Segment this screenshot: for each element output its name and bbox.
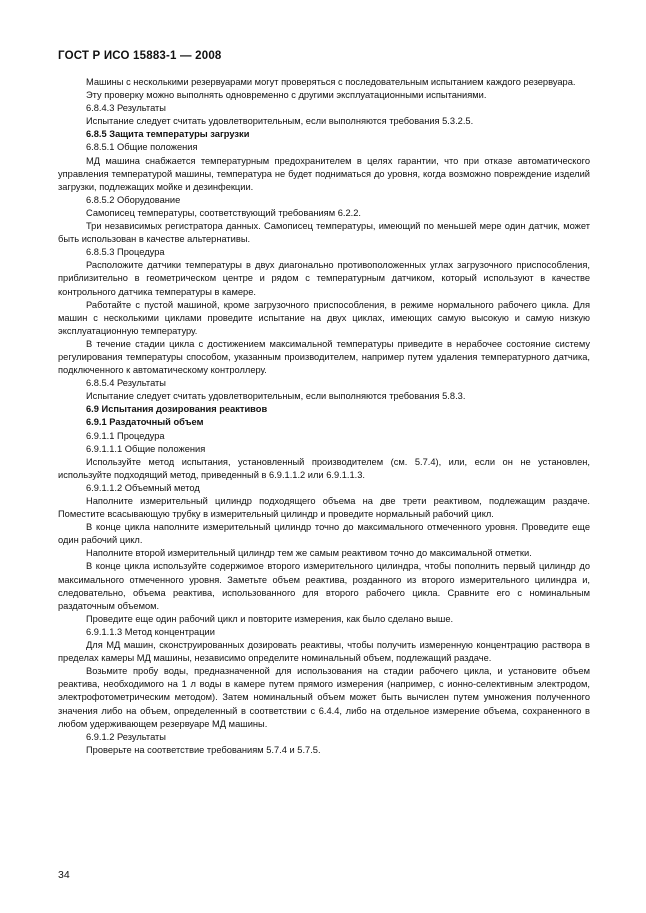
body-paragraph: Расположите датчики температуры в двух диагонально противоположенных углах загрузочного приспособления, приблизительно в геометрическом центре и рядом с температурным датчиком, который используют в качестве контрольного датчика температуры в камере. <box>58 260 590 297</box>
section-heading: 6.9 Испытания дозирования реактивов <box>86 404 268 415</box>
subsection-heading: 6.9.1.1.1 Общие положения <box>86 443 206 454</box>
subsection-heading: 6.8.5.4 Результаты <box>86 378 166 389</box>
body-paragraph: Наполните измерительный цилиндр подходящего объема на две трети реактивом, подлежащим раздаче. Поместите всасывающую трубку в измерительный цилиндр и проведите нормальный рабочий цикл. <box>58 496 590 520</box>
body-paragraph: Работайте с пустой машиной, кроме загрузочного приспособления, в режиме нормального рабочего цикла. Для машин с несколькими циклами проведите испытание на двух циклах, имеющих самую высокую и самую низкую эксплуатационную температуру. <box>58 299 590 336</box>
body-paragraph: Наполните второй измерительный цилиндр тем же самым реактивом точно до максимальной отметки. <box>86 548 532 559</box>
body-paragraph: Три независимых регистратора данных. Самописец температуры, имеющий по меньшей мере один датчик, может быть использован в качестве альтернативы. <box>58 221 590 245</box>
subsection-heading: 6.8.5.1 Общие положения <box>86 142 198 153</box>
body-paragraph: Испытание следует считать удовлетворительным, если выполняются требования 5.3.2.5. <box>86 116 474 127</box>
body-paragraph: Машины с несколькими резервуарами могут проверяться с последовательным испытанием каждого резервуара. <box>86 77 576 87</box>
document-body <box>58 76 590 757</box>
subsection-heading: 6.8.5.2 Оборудование <box>86 194 181 205</box>
body-paragraph: Испытание следует считать удовлетворительным, если выполняются требования 5.8.3. <box>86 391 466 402</box>
body-paragraph: В течение стадии цикла с достижением максимальной температуры приведите в нерабочее состояние систему регулирования температуры способом, указанным производителем, например путем удаления температурного датчика, подключенного к автоматическому контроллеру. <box>58 338 590 376</box>
body-paragraph: МД машина снабжается температурным предохранителем в целях гарантии, что при отказе автоматического управления температурой машины, температура не будет подниматься до уровня, когда возможно повреждение изделий загрузки, подлежащих мойке и дезинфекции. <box>58 155 590 192</box>
section-heading: 6.8.5 Защита температуры загрузки <box>86 129 250 140</box>
section-heading: 6.9.1 Раздаточный объем <box>86 417 204 428</box>
body-paragraph: Самописец температуры, соответствующий требованиям 6.2.2. <box>86 207 361 218</box>
body-paragraph: Проверьте на соответствие требованиям 5.7.4 и 5.7.5. <box>86 744 321 755</box>
subsection-heading: 6.8.5.3 Процедура <box>86 247 165 258</box>
subsection-heading: 6.9.1.2 Результаты <box>86 731 166 742</box>
body-paragraph: Возьмите пробу воды, предназначенной для использования на стадии рабочего цикла, и установите объем реактива, необходимого на 1 л воды в камере путем прямого измерения (например, с ионно-селективным электродом, электрофотометрическим методом). Затем номинальный объем может быть вычислен путем умножения полученного значения либо на объем, определенный в соответствии с 6.4.4, либо на отдельное измерение объема, сохраненного в любом удерживающем резервуаре МД машины. <box>58 666 590 729</box>
subsection-heading: 6.8.4.3 Результаты <box>86 103 166 114</box>
page-number: 34 <box>58 869 70 881</box>
body-paragraph: Используйте метод испытания, установленный производителем (см. 5.7.4), или, если он не установлен, используйте подходящий метод, приведенный в 6.9.1.1.2 или 6.9.1.1.3. <box>58 456 590 480</box>
body-paragraph: В конце цикла используйте содержимое второго измерительного цилиндра, чтобы пополнить первый цилиндр до максимального отмеченного уровня. Заметьте объем реактива, розданного из второго измерительного цилиндра и, следовательно, объема реактива, использованного для второго рабочего цикла. Сравните его с номинальным раздаточным объемом. <box>58 561 590 611</box>
subsection-heading: 6.9.1.1.2 Объемный метод <box>86 482 200 493</box>
body-paragraph: Для МД машин, сконструированных дозировать реактивы, чтобы получить измеренную концентрацию раствора в пределах камеры МД машины, независимо определите номинальный объем, подлежащий раздаче. <box>58 640 590 664</box>
body-paragraph: Проведите еще один рабочий цикл и повторите измерения, как было сделано выше. <box>86 613 454 624</box>
page-header: ГОСТ Р ИСО 15883-1 — 2008 <box>58 50 222 62</box>
subsection-heading: 6.9.1.1 Процедура <box>86 430 165 441</box>
body-paragraph: Эту проверку можно выполнять одновременно с другими эксплуатационными испытаниями. <box>86 90 487 101</box>
body-paragraph: В конце цикла наполните измерительный цилиндр точно до максимального отмеченного уровня. Проведите еще один рабочий цикл. <box>58 522 590 546</box>
subsection-heading: 6.9.1.1.3 Метод концентрации <box>86 626 215 637</box>
